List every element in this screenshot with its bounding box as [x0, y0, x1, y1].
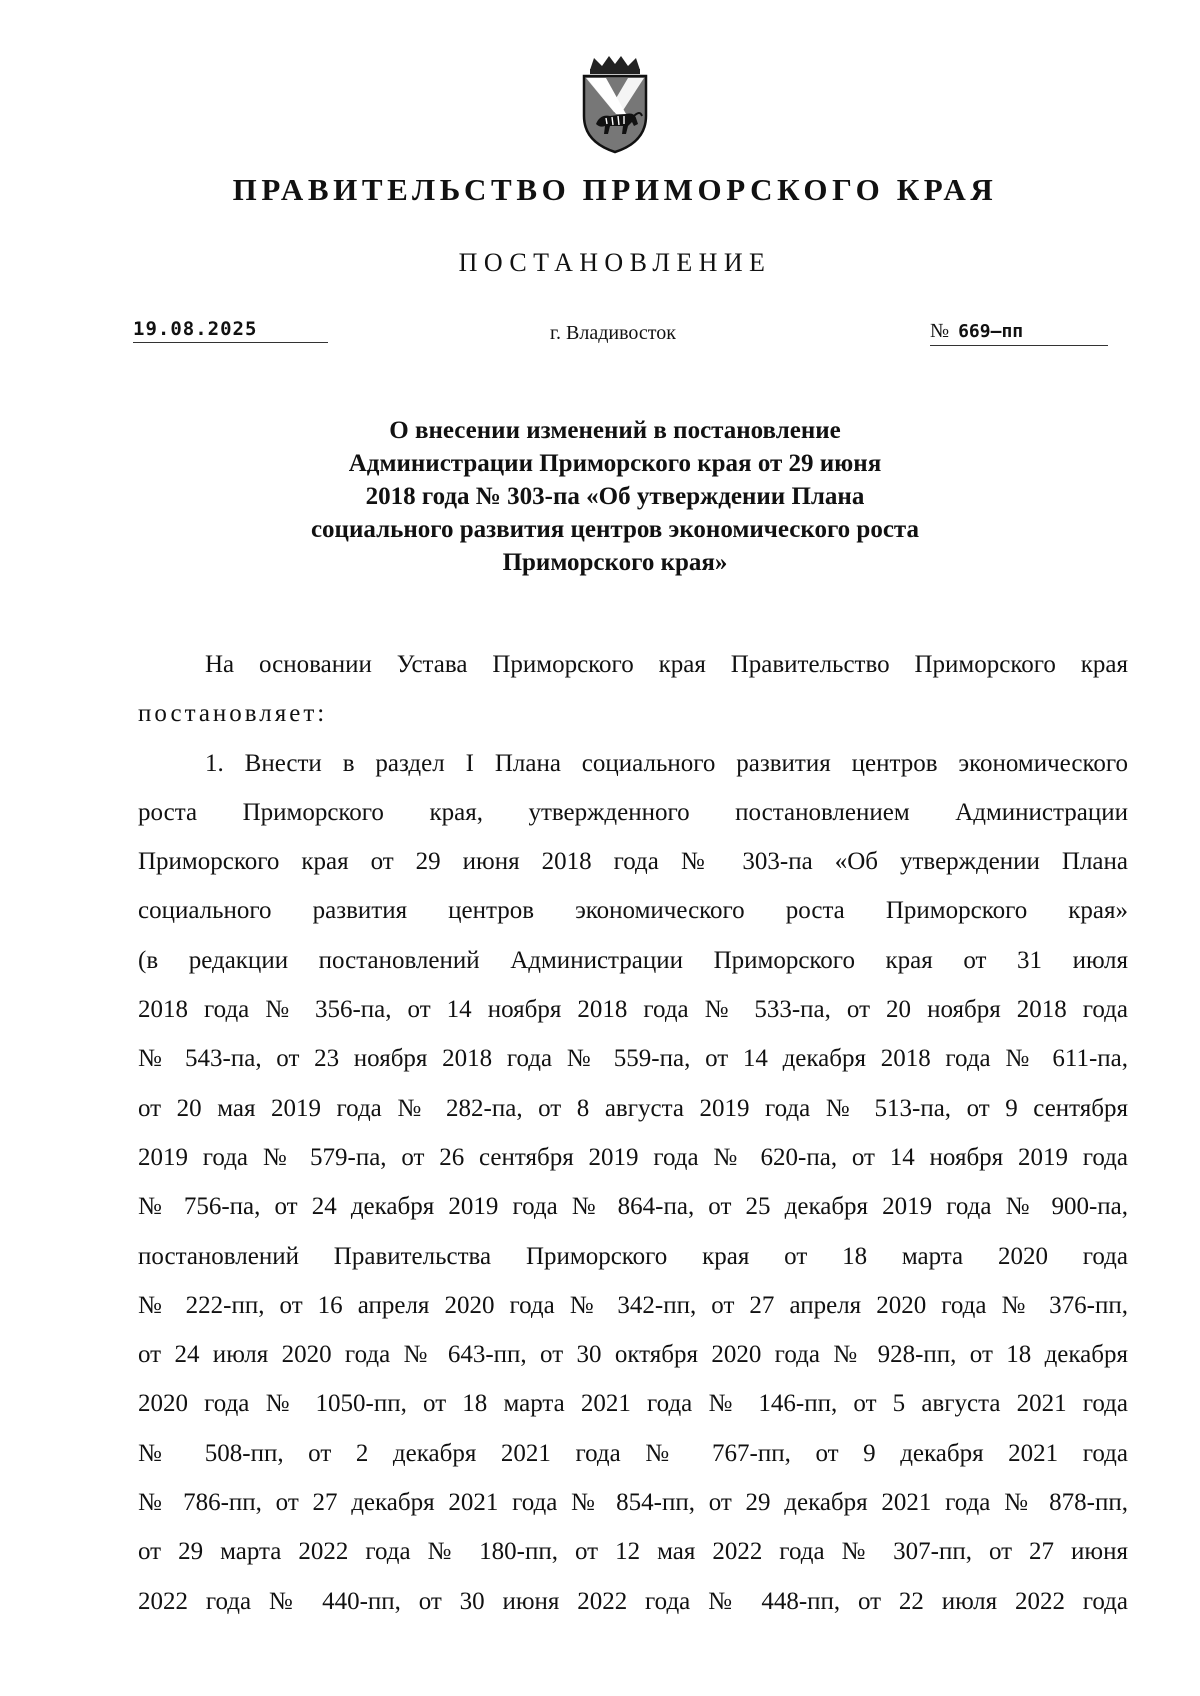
clause-line: № 508-пп, от 2 декабря 2021 года № 767-пп, от 9 декабря 2021 года: [138, 1439, 1128, 1467]
clause-line: постановлений Правительства Приморского края от 18 марта 2020 года: [138, 1242, 1128, 1270]
number-prefix: №: [930, 320, 950, 342]
clause-line: от 20 мая 2019 года № 282-па, от 8 августа 2019 года № 513-па, от 9 сентября: [138, 1094, 1128, 1122]
clause-line: от 29 марта 2022 года № 180-пп, от 12 мая 2022 года № 307-пп, от 27 июня: [138, 1538, 1128, 1566]
document-date: 19.08.2025: [133, 318, 328, 343]
heading-line: О внесении изменений в постановление: [389, 417, 841, 444]
clause-line: № 786-пп, от 27 декабря 2021 года № 854-пп, от 29 декабря 2021 года № 878-пп,: [138, 1489, 1128, 1517]
clause-line: от 24 июля 2020 года № 643-пп, от 30 октября 2020 года № 928-пп, от 18 декабря: [138, 1341, 1128, 1369]
document-type: ПОСТАНОВЛЕНИЕ: [458, 248, 772, 277]
coat-of-arms-icon: [576, 54, 654, 154]
clause-line: роста Приморского края, утвержденного постановлением Администрации: [138, 798, 1128, 826]
clause-line: 2019 года № 579-па, от 26 сентября 2019 года № 620-па, от 14 ноября 2019 года: [138, 1143, 1128, 1171]
clause-line: 2020 года № 1050-пп, от 18 марта 2021 года № 146-пп, от 5 августа 2021 года: [138, 1390, 1128, 1418]
clause-line: № 222-пп, от 16 апреля 2020 года № 342-пп, от 27 апреля 2020 года № 376-пп,: [138, 1291, 1128, 1319]
heading-line: Администрации Приморского края от 29 июня: [348, 450, 882, 477]
document-heading: [150, 414, 1080, 579]
document-number: [930, 320, 1108, 346]
clause-line: 2018 года № 356-па, от 14 ноября 2018 года № 533-па, от 20 ноября 2018 года: [138, 996, 1128, 1024]
number-value: 669–пп: [958, 321, 1024, 342]
clause-line: Приморского края от 29 июня 2018 года № 303-па «Об утверждении Плана: [138, 848, 1128, 876]
clause-line: социального развития центров экономического роста Приморского края»: [138, 897, 1128, 925]
clause-line: (в редакции постановлений Администрации Приморского края от 31 июля: [138, 946, 1128, 974]
clause-line: № 756-па, от 24 декабря 2019 года № 864-па, от 25 декабря 2019 года № 900-па,: [138, 1193, 1128, 1221]
preamble-resolves: постановляет:: [138, 700, 328, 728]
clause-line: 1. Внести в раздел I Плана социального развития центров экономического: [205, 749, 1128, 777]
heading-line: 2018 года № 303-па «Об утверждении Плана: [365, 483, 865, 510]
heading-line: Приморского края»: [502, 549, 728, 576]
document-city: г. Владивосток: [550, 322, 676, 344]
clause-line: № 543-па, от 23 ноября 2018 года № 559-па, от 14 декабря 2018 года № 611-па,: [138, 1045, 1128, 1073]
document-body: [138, 640, 1128, 1626]
preamble-line: На основании Устава Приморского края Правительство Приморского края: [205, 651, 1128, 678]
government-title: ПРАВИТЕЛЬСТВО ПРИМОРСКОГО КРАЯ: [232, 172, 998, 207]
heading-line: социального развития центров экономического роста: [310, 516, 920, 543]
clause-line: 2022 года № 440-пп, от 30 июня 2022 года № 448-пп, от 22 июля 2022 года: [138, 1587, 1128, 1615]
